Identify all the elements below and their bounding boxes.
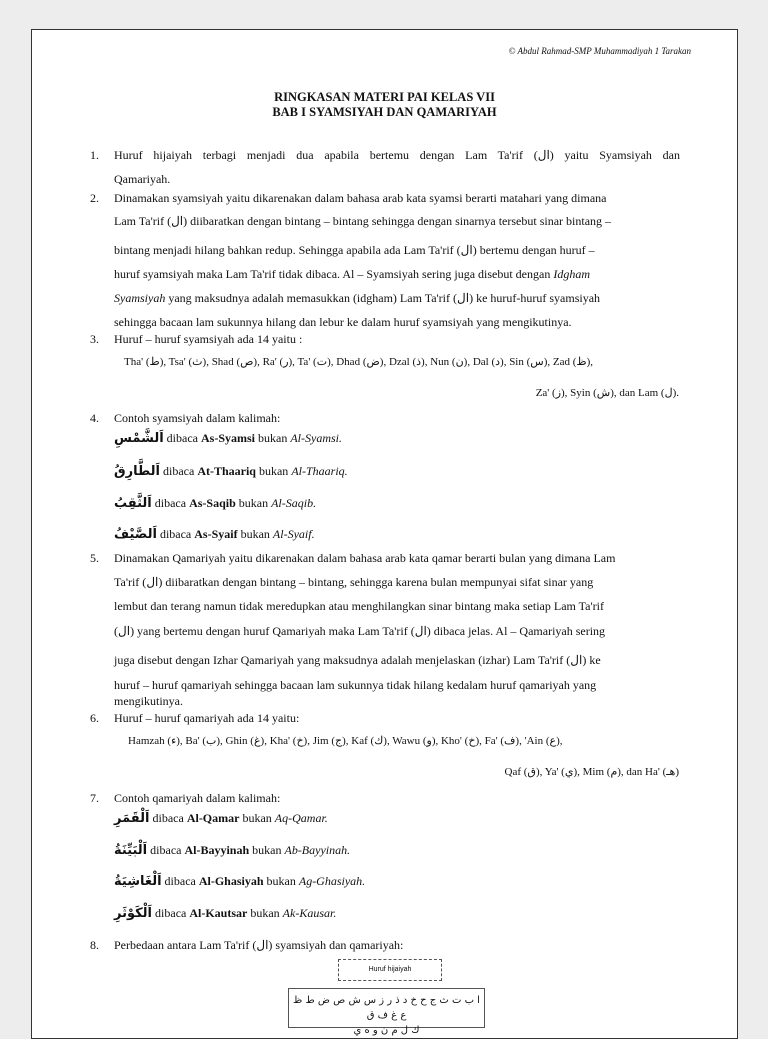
item-2-line: sehingga bacaan lam sukunnya hilang dan lebur ke dalam huruf syamsiyah yang mengikutinya.	[114, 315, 572, 329]
example-italic: Ak-Kausar.	[282, 906, 337, 920]
example-text: bukan	[250, 906, 280, 920]
item-number-7: 7.	[90, 791, 99, 805]
arabic-word: اَلصَّيْفُ	[114, 527, 157, 542]
example-italic: Ag-Ghasiyah.	[298, 874, 366, 888]
item-2-text: huruf syamsiyah maka Lam Ta'rif tidak dibaca. Al – Syamsiyah sering juga disebut dengan	[114, 267, 551, 281]
item-5-line: lembut dan terang namun tidak meredupkan atau menghilangkan sinar bintang maka setiap Lam Ta'rif	[114, 599, 604, 613]
example-text: bukan	[266, 874, 296, 888]
example-text: dibaca	[163, 464, 195, 478]
example-italic: Aq-Qamar.	[274, 811, 328, 825]
arabic-word: اَلْغَاشِيَةُ	[114, 874, 162, 889]
item-4-line: Contoh syamsiyah dalam kalimah:	[114, 411, 281, 425]
item-number-5: 5.	[90, 551, 99, 565]
example-text: dibaca	[159, 527, 192, 541]
example-italic: Al-Syamsi.	[290, 431, 342, 445]
example-text: bukan	[238, 496, 269, 510]
item-number-4: 4.	[90, 411, 99, 425]
item-2-italic: Idgham	[553, 267, 591, 281]
example-bold: Al-Bayyinah	[184, 843, 250, 857]
arabic-word: اَلثَّقِبُ	[114, 496, 152, 511]
example-bold: As-Syamsi	[200, 431, 255, 445]
item-6-letters: Qaf (ق), Ya' (ي), Mim (م), dan Ha' (هـ)	[504, 766, 679, 778]
arabic-word: اَلشَّمْسِ	[114, 431, 164, 446]
item-5-line: huruf – huruf qamariyah sehingga bacaan lam sukunnya tidak hilang kedalam huruf qamariyah yang	[114, 678, 597, 692]
example-row	[114, 906, 336, 921]
item-number-6: 6.	[90, 711, 99, 725]
example-bold: As-Syaif	[194, 527, 238, 541]
example-row	[114, 811, 328, 826]
item-7-line: Contoh qamariyah dalam kalimah:	[114, 791, 281, 805]
diagram-box-hijaiyah: Huruf hijaiyah	[338, 959, 442, 981]
diagram-box-letters	[288, 988, 485, 1036]
item-5-line: Dinamakan Qamariyah yaitu dikarenakan dalam bahasa arab kata qamar berarti bulan yang dimana Lam	[114, 551, 616, 565]
item-2-line	[114, 291, 600, 306]
item-5-line: mengikutinya.	[114, 694, 183, 708]
example-bold: Al-Kautsar	[189, 906, 248, 920]
example-row	[114, 431, 342, 446]
item-2-line	[114, 267, 590, 282]
header-credit: © Abdul Rahmad-SMP Muhammadiyah 1 Tarakan	[508, 46, 691, 56]
item-5-line: juga disebut dengan Izhar Qamariyah yang maksudnya adalah menjelaskan (izhar) Lam Ta'rif (ال) ke	[114, 653, 601, 667]
example-italic: Al-Saqib.	[271, 496, 317, 510]
item-5-line: Ta'rif (ال) diibaratkan dengan bintang – bintang, sehingga karena bulan mempunyai sifat sinar yang	[114, 575, 594, 589]
item-8-line: Perbedaan antara Lam Ta'rif (ال) syamsiyah dan qamariyah:	[114, 938, 404, 952]
arabic-word: اَلْبَيِّنَةُ	[114, 843, 148, 858]
diagram-letters-line: ك ل م ن و ه ي	[353, 1025, 420, 1036]
arabic-word: اَلْكَوْثَرِ	[114, 906, 153, 921]
example-row	[114, 843, 350, 858]
title-line-2: BAB I SYAMSIYAH DAN QAMARIYAH	[272, 105, 497, 119]
example-italic: Ab-Bayyinah.	[284, 843, 351, 857]
example-text: bukan	[252, 843, 282, 857]
example-bold: At-Thaariq	[197, 464, 256, 478]
example-text: bukan	[258, 431, 288, 445]
item-5-line: (ال) yang bertemu dengan huruf Qamariyah maka Lam Ta'rif (ال) dibaca jelas. Al – Qamariyah sering	[114, 624, 606, 638]
example-row	[114, 527, 315, 542]
item-number-2: 2.	[90, 191, 99, 205]
example-italic: Al-Syaif.	[272, 527, 315, 541]
arabic-word: اَلطَّارِقُ	[114, 464, 160, 479]
item-number-1: 1.	[90, 148, 99, 162]
item-2-line: Dinamakan syamsiyah yaitu dikarenakan dalam bahasa arab kata syamsi berarti matahari yang dimana	[114, 191, 607, 205]
item-2-line: bintang menjadi hilang bahkan redup. Sehingga apabila ada Lam Ta'rif (ال) bertemu dengan huruf –	[114, 243, 595, 257]
item-3-letters: Za' (ز), Syin (ش), dan Lam (ل).	[535, 387, 679, 399]
example-text: bukan	[258, 464, 289, 478]
example-text: bukan	[242, 811, 272, 825]
page-title	[32, 90, 737, 120]
example-text: dibaca	[152, 811, 184, 825]
example-text: dibaca	[154, 496, 187, 510]
example-row	[114, 496, 316, 511]
example-text: dibaca	[164, 874, 196, 888]
item-6-line: Huruf – huruf qamariyah ada 14 yaitu:	[114, 711, 300, 725]
item-2-text: yang maksudnya adalah memasukkan (idgham) Lam Ta'rif (ال) ke huruf-huruf syamsiyah	[168, 291, 601, 305]
example-bold: As-Saqib	[189, 496, 236, 510]
document-page	[31, 29, 738, 1039]
example-text: dibaca	[150, 843, 182, 857]
example-italic: Al-Thaariq.	[291, 464, 348, 478]
item-2-italic: Syamsiyah	[114, 291, 166, 305]
example-row	[114, 874, 365, 889]
item-number-3: 3.	[90, 332, 99, 346]
example-bold: Al-Qamar	[186, 811, 240, 825]
item-3-line: Huruf – huruf syamsiyah ada 14 yaitu :	[114, 332, 303, 346]
title-line-1: RINGKASAN MATERI PAI KELAS VII	[274, 90, 495, 104]
arabic-word: اَلْقَمَرِ	[114, 811, 150, 826]
diagram-letters-line: ا ب ت ث ج ح خ د ذ ر ز س ش ص ض ط ظ ع غ ف ق	[293, 995, 480, 1021]
example-row	[114, 464, 348, 479]
item-2-line: Lam Ta'rif (ال) diibaratkan dengan bintang – bintang sehingga dengan sinarnya tersebut sinar bintang –	[114, 214, 612, 228]
example-text: dibaca	[166, 431, 198, 445]
item-1-line: Huruf hijaiyah terbagi menjadi dua apabila bertemu dengan Lam Ta'rif (ال) yaitu Syamsiyah dan	[114, 148, 680, 162]
item-3-letters: Tha' (ط), Tsa' (ث), Shad (ص), Ra' (ر), Ta' (ت), Dhad (ض), Dzal (ذ), Nun (ن), Dal (د), Sin (س), Zad (ظ),	[124, 356, 594, 368]
example-text: bukan	[240, 527, 270, 541]
example-bold: Al-Ghasiyah	[198, 874, 264, 888]
item-number-8: 8.	[90, 938, 99, 952]
example-text: dibaca	[155, 906, 187, 920]
item-6-letters: Hamzah (ء), Ba' (ب), Ghin (غ), Kha' (خ), Jim (ج), Kaf (ك), Wawu (و), Kho' (خ), Fa' (ف), 'Ain (ع),	[128, 735, 563, 747]
item-1-line: Qamariyah.	[114, 172, 171, 186]
